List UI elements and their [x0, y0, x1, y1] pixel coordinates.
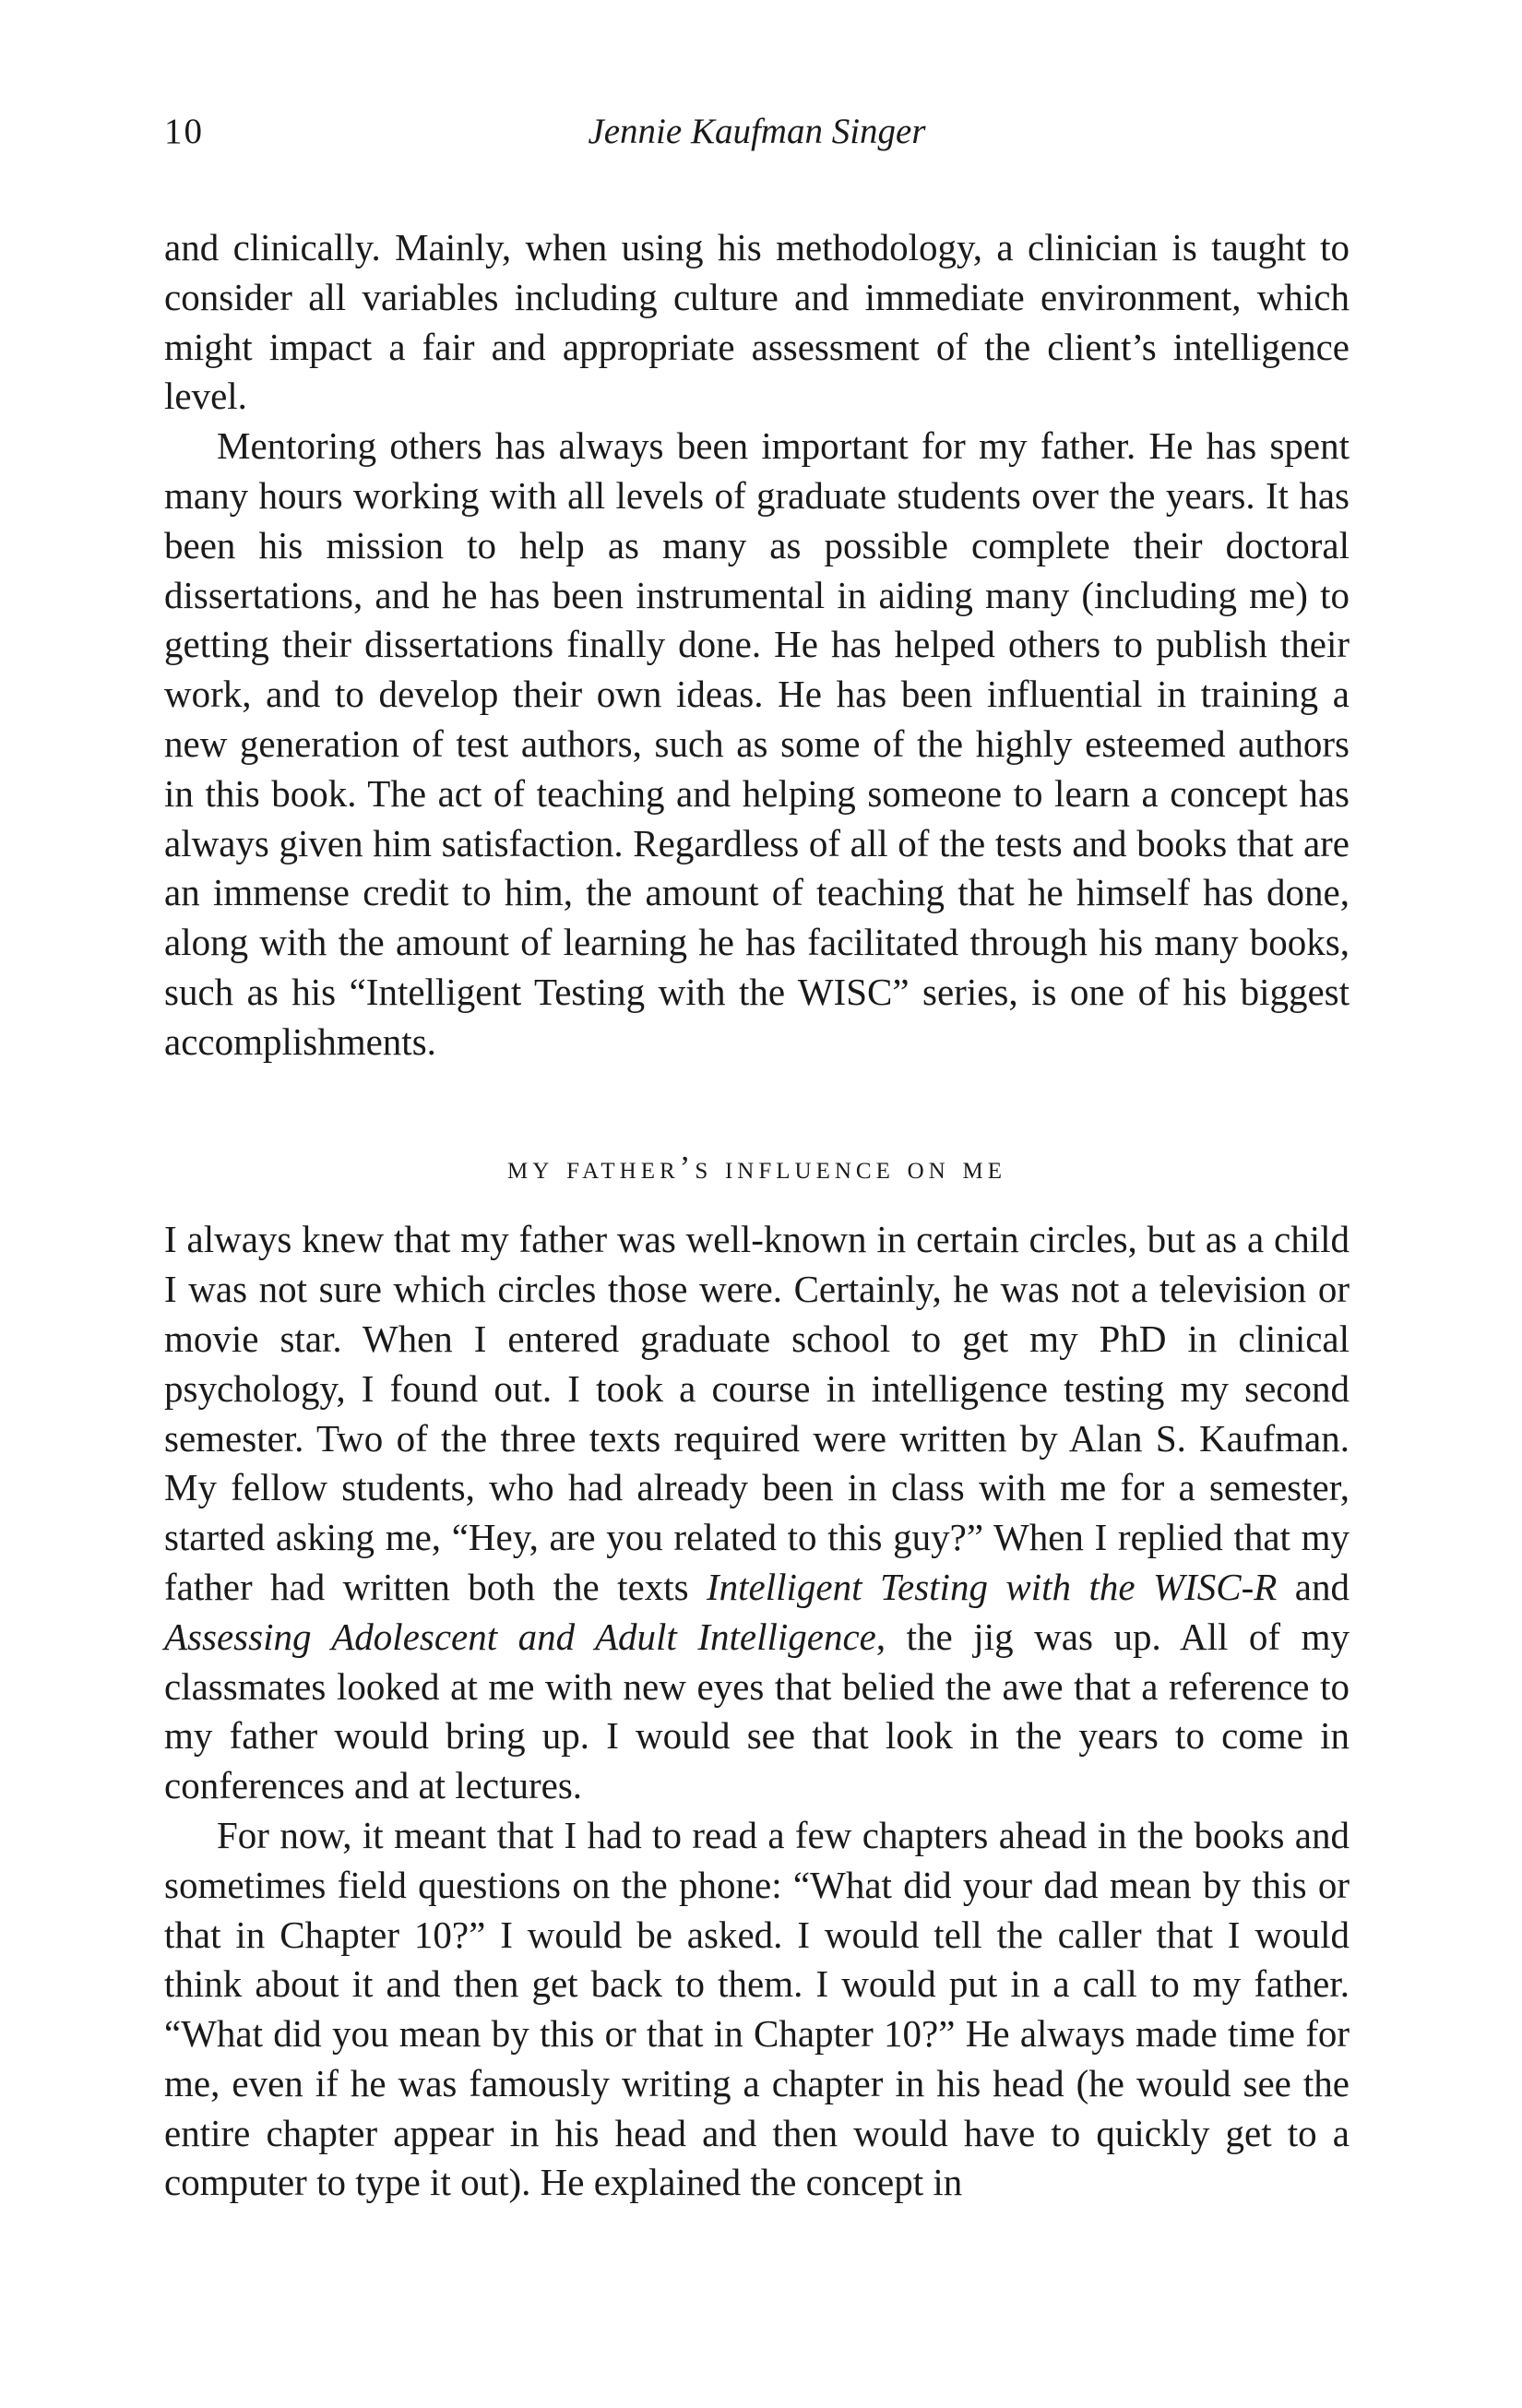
paragraph-continued: and clinically. Mainly, when using his methodology, a clinician is taught to consider all variables including culture and immediate environment, which might impact a fair and appropriate assessment of the client’s intelligence level. — [164, 226, 1350, 418]
paragraph-text: I always knew that my father was well-known in certain circles, but as a child I was not sure which circles those were. Certainly, he was not a television or movie star. When I entered graduate school to get my PhD in clinical psychology, I found out. I took a course in intelligence testing my second semester. Two of the three texts required were written by Alan S. Kaufman. My fellow students, who had already been in class with me for a semester, started asking me, “Hey, are you related to this guy?” When I replied that my father had written both the texts — [164, 1218, 1350, 1608]
book-title-wisc-r: Intelligent Testing with the WISC-R — [707, 1565, 1278, 1608]
book-title-adolescent-adult: Assessing Adolescent and Adult Intelligence — [164, 1615, 876, 1658]
paragraph-influence — [164, 1215, 1350, 1811]
paragraph-text: , the jig was up. All of my classmates looked at me with new eyes that belied the awe that a reference to my father would bring up. I would see that look in the years to come in conferences and at lectures. — [164, 1615, 1350, 1807]
paragraph-chapter-10: For now, it meant that I had to read a few chapters ahead in the books and sometimes field questions on the phone: “What did your dad mean by this or that in Chapter 10?” I would be asked. I would tell the caller that I would think about it and then get back to them. I would put in a call to my father. “What did you mean by this or that in Chapter 10?” He always made time for me, even if he was famously writing a chapter in his head (he would see the entire chapter appear in his head and then would have to quickly get to a computer to type it out). He explained the concept in — [164, 1813, 1350, 2204]
running-head-author: Jennie Kaufman Singer — [588, 112, 926, 151]
paragraph-mentoring: Mentoring others has always been important for my father. He has spent many hours working with all levels of graduate students over the years. It has been his mission to help as many as possible complete their doctoral dissertations, and he has been instrumental in aiding many (including me) to getting their dissertations finally done. He has helped others to publish their work, and to develop their own ideas. He has been influential in training a new generation of test authors, such as some of the highly esteemed authors in this book. The act of teaching and helping someone to learn a concept has always given him satisfaction. Regardless of all of the tests and books that are an immense credit to him, the amount of teaching that he himself has done, along with the amount of learning he has facilitated through his many books, such as his “Intelligent Testing with the WISC” series, is one of his biggest accomplishments. — [164, 424, 1350, 1063]
section-heading: my father’s influence on me — [507, 1149, 1006, 1186]
paragraph-text: and — [1277, 1565, 1350, 1608]
body-text — [164, 223, 1350, 2208]
book-page — [164, 111, 1350, 2208]
running-head — [164, 111, 1350, 166]
page-number: 10 — [164, 112, 204, 151]
